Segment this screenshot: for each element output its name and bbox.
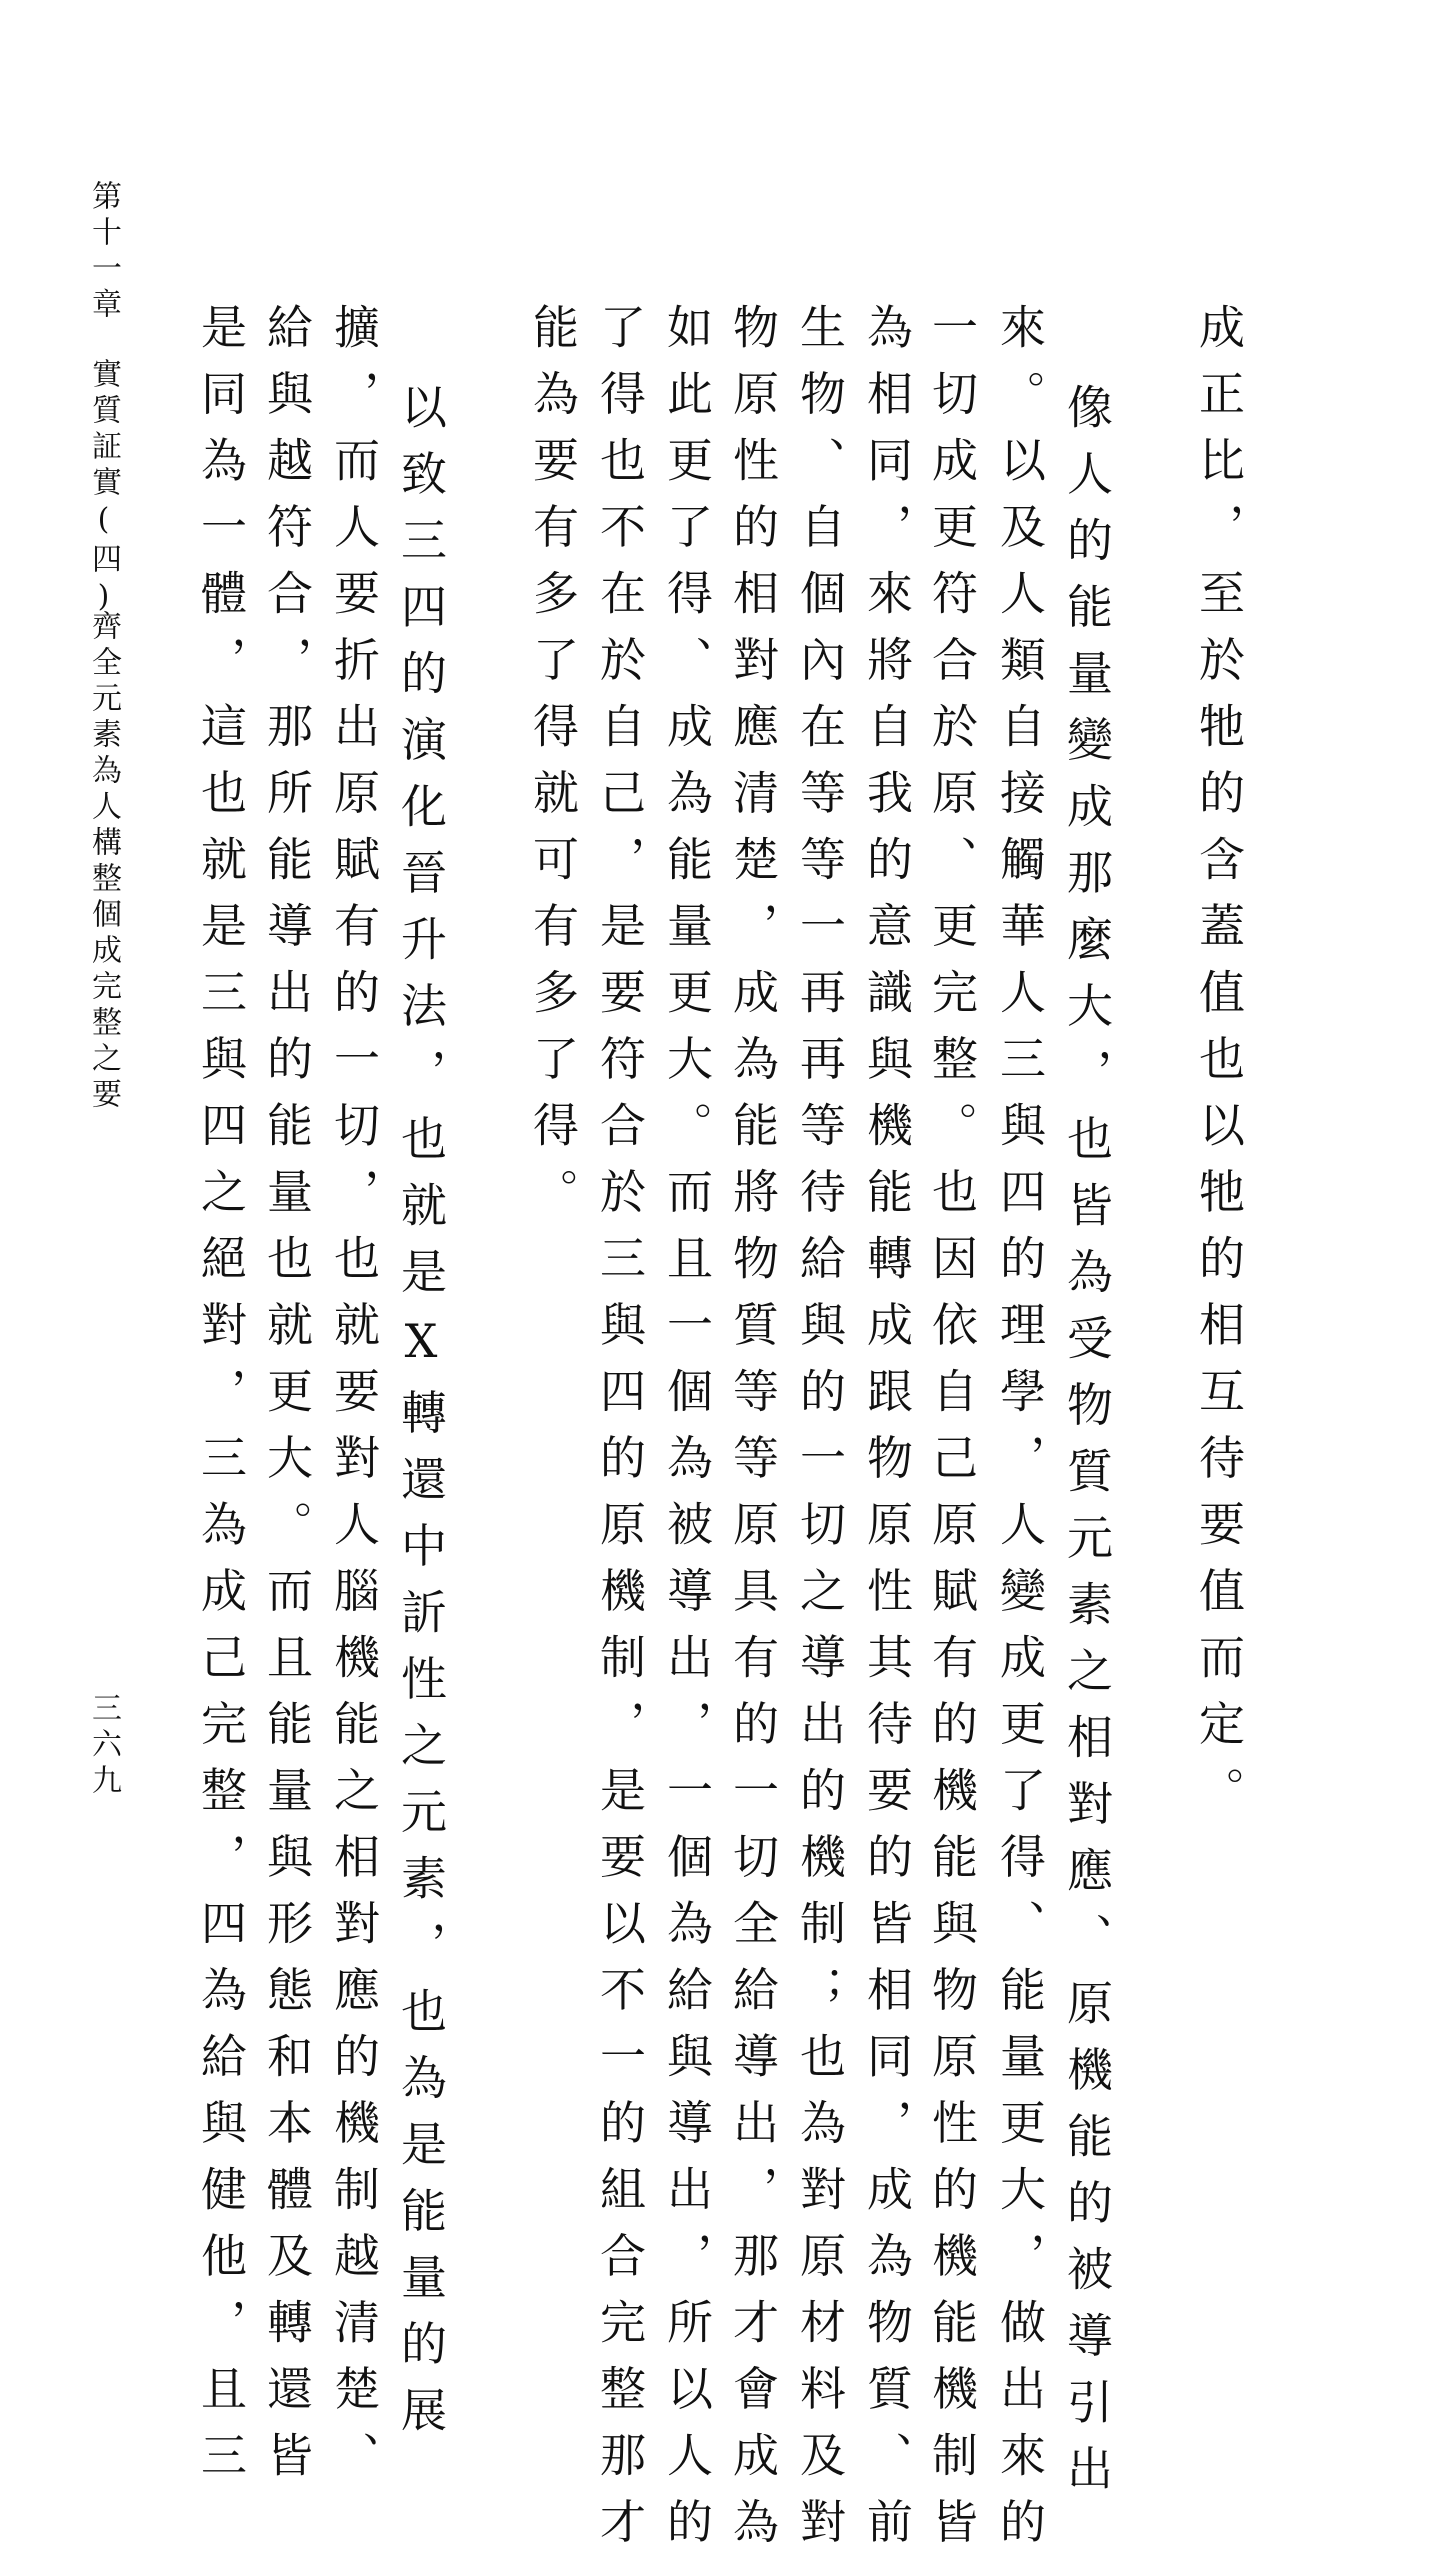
text-column-4: 一切成更符合於原、更完整。也因依自己原賦有的機能與物原性的機能機制皆 <box>925 303 979 2564</box>
running-header-subtitle: 齊全元素為人構整個成完整之要 <box>86 610 121 1114</box>
text-column-11: 以致三四的演化晉升法，也就是X轉還中訢性之元素，也為是能量的展 <box>394 383 448 2453</box>
text-column-14: 是同為一體，這也就是三與四之絕對，三為成己完整，四為給與健他，且三 <box>194 303 248 2498</box>
text-column-3: 來。以及人類自接觸華人三與四的理學，人變成更了得、能量更大，做出來的 <box>993 303 1047 2564</box>
text-column-10: 能為要有多了得就可有多了得。 <box>526 303 580 1234</box>
text-column-7: 物原性的相對應清楚，成為能將物質等等原具有的一切全給導出，那才會成為 <box>726 303 780 2564</box>
text-column-6: 生物、自個內在等等一再再等待給與的一切之導出的機制；也為對原材料及對 <box>793 303 847 2564</box>
text-column-9: 了得也不在於自己，是要符合於三與四的原機制，是要以不一的組合完整那才 <box>593 303 647 2564</box>
text-column-8: 如此更了得、成為能量更大。而且一個為被導出，一個為給與導出，所以人的 <box>660 303 714 2564</box>
running-header-title: 實質証實(四) <box>86 358 121 620</box>
page-number: 三六九 <box>86 1692 121 1800</box>
running-header-chapter: 第十一章 <box>86 180 121 324</box>
text-column-2: 像人的能量變成那麼大，也皆為受物質元素之相對應、原機能的被導引出 <box>1060 383 1114 2511</box>
text-column-5: 為相同，來將自我的意識與機能轉成跟物原性其待要的皆相同，成為物質、前 <box>860 303 914 2564</box>
text-column-12: 擴，而人要折出原賦有的一切，也就要對人腦機能之相對應的機制越清楚、 <box>327 303 381 2498</box>
text-column-1: 成正比，至於牠的含蓋值也以牠的相互待要值而定。 <box>1192 303 1246 1833</box>
text-column-13: 給與越符合，那所能導出的能量也就更大。而且能量與形態和本體及轉還皆 <box>260 303 314 2498</box>
